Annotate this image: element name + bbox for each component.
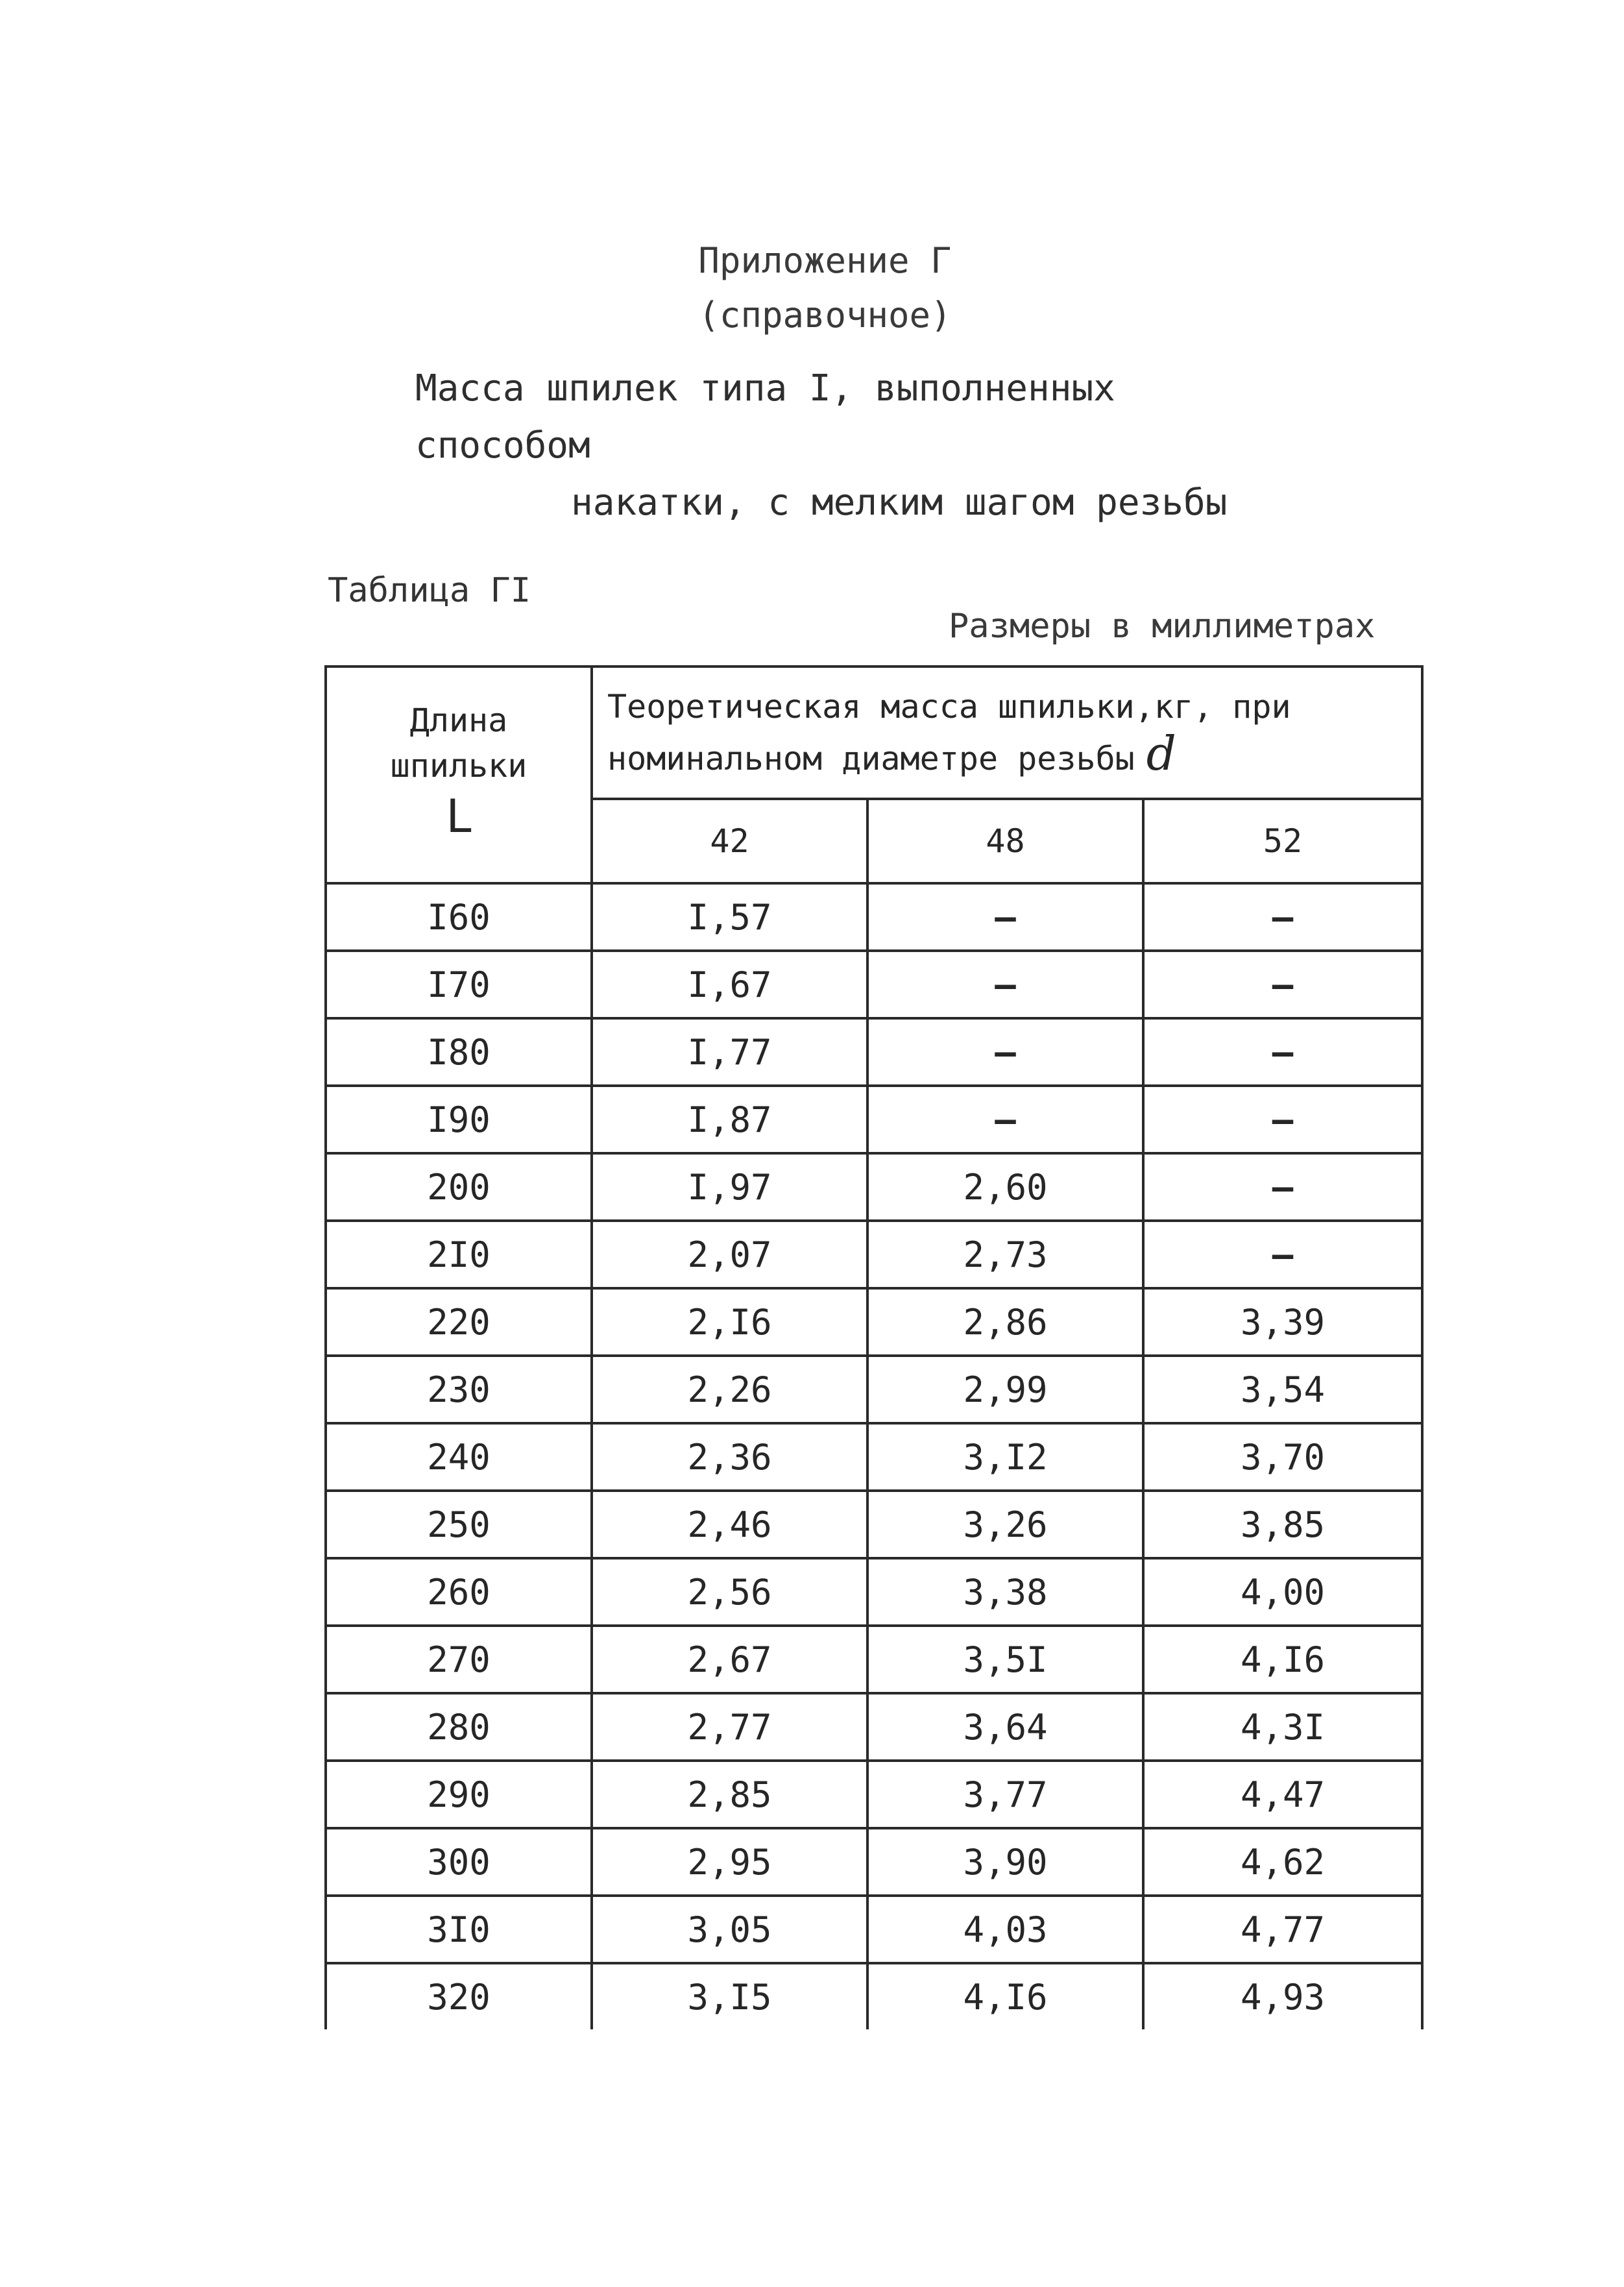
mass-cell-d42: 2,56 xyxy=(592,1558,867,1626)
mass-cell-d42: I,97 xyxy=(592,1153,867,1221)
mass-cell-d48: – xyxy=(867,883,1143,951)
length-cell: 220 xyxy=(326,1288,592,1356)
mass-cell-d42: 3,I5 xyxy=(592,1963,867,2029)
mass-cell-d52: – xyxy=(1143,951,1422,1018)
diameter-symbol: d xyxy=(1146,726,1176,781)
mass-cell-d42: 2,07 xyxy=(592,1221,867,1288)
length-cell: 250 xyxy=(326,1491,592,1558)
table-row xyxy=(326,1761,1422,1828)
mass-cell-d48: 4,I6 xyxy=(867,1963,1143,2029)
mass-cell-d52: – xyxy=(1143,1221,1422,1288)
mass-cell-d42: 2,85 xyxy=(592,1761,867,1828)
length-cell: 230 xyxy=(326,1356,592,1423)
length-cell: I60 xyxy=(326,883,592,951)
mass-cell-d48: 3,26 xyxy=(867,1491,1143,1558)
mass-header-line-2: номинальном диаметре резьбы xyxy=(607,740,1135,777)
table-row xyxy=(326,1828,1422,1896)
length-symbol: L xyxy=(446,790,472,843)
length-cell: 260 xyxy=(326,1558,592,1626)
mass-cell-d52: 4,I6 xyxy=(1143,1626,1422,1693)
mass-cell-d48: 3,38 xyxy=(867,1558,1143,1626)
mass-cell-d42: 2,77 xyxy=(592,1693,867,1761)
mass-cell-d48: 2,99 xyxy=(867,1356,1143,1423)
table-row xyxy=(326,1491,1422,1558)
length-cell: 270 xyxy=(326,1626,592,1693)
length-cell: 3I0 xyxy=(326,1896,592,1963)
mass-cell-d42: 2,I6 xyxy=(592,1288,867,1356)
length-cell: 320 xyxy=(326,1963,592,2029)
document-title xyxy=(415,360,1272,532)
mass-cell-d42: 2,46 xyxy=(592,1491,867,1558)
table-row xyxy=(326,1963,1422,2029)
mass-table xyxy=(324,665,1424,2029)
length-header xyxy=(326,667,592,883)
mass-cell-d52: 3,54 xyxy=(1143,1356,1422,1423)
mass-cell-d52: 3,85 xyxy=(1143,1491,1422,1558)
mass-cell-d42: 2,67 xyxy=(592,1626,867,1693)
mass-cell-d48: 2,86 xyxy=(867,1288,1143,1356)
mass-cell-d48: 3,90 xyxy=(867,1828,1143,1896)
table-row xyxy=(326,1153,1422,1221)
length-cell: 2I0 xyxy=(326,1221,592,1288)
table-row xyxy=(326,1558,1422,1626)
appendix-heading xyxy=(0,234,1624,343)
mass-cell-d42: 2,36 xyxy=(592,1423,867,1491)
mass-cell-d48: – xyxy=(867,951,1143,1018)
mass-cell-d42: 3,05 xyxy=(592,1896,867,1963)
mass-cell-d42: 2,95 xyxy=(592,1828,867,1896)
diameter-header-48: 48 xyxy=(867,799,1143,883)
table-body xyxy=(326,883,1422,2029)
length-cell: I80 xyxy=(326,1018,592,1086)
table-row xyxy=(326,1896,1422,1963)
mass-cell-d52: 4,77 xyxy=(1143,1896,1422,1963)
table-row xyxy=(326,1288,1422,1356)
mass-cell-d52: 4,93 xyxy=(1143,1963,1422,2029)
table-row xyxy=(326,1693,1422,1761)
units-note: Размеры в миллиметрах xyxy=(949,607,1376,646)
length-header-line-1: Длина xyxy=(409,702,508,739)
table-row xyxy=(326,1221,1422,1288)
mass-cell-d52: 4,00 xyxy=(1143,1558,1422,1626)
mass-cell-d52: – xyxy=(1143,1086,1422,1153)
mass-cell-d48: 3,I2 xyxy=(867,1423,1143,1491)
mass-cell-d48: 3,77 xyxy=(867,1761,1143,1828)
mass-cell-d48: 2,73 xyxy=(867,1221,1143,1288)
length-cell: 300 xyxy=(326,1828,592,1896)
length-cell: 240 xyxy=(326,1423,592,1491)
title-line-2: накатки, с мелким шагом резьбы xyxy=(571,482,1228,524)
table-row xyxy=(326,1423,1422,1491)
table-row xyxy=(326,1626,1422,1693)
table-row xyxy=(326,951,1422,1018)
mass-cell-d42: I,67 xyxy=(592,951,867,1018)
mass-cell-d48: 2,60 xyxy=(867,1153,1143,1221)
mass-cell-d52: – xyxy=(1143,883,1422,951)
mass-cell-d52: 4,47 xyxy=(1143,1761,1422,1828)
diameter-header-52: 52 xyxy=(1143,799,1422,883)
mass-cell-d52: – xyxy=(1143,1153,1422,1221)
length-cell: 200 xyxy=(326,1153,592,1221)
appendix-label: Приложение Г xyxy=(698,240,952,281)
mass-cell-d42: I,77 xyxy=(592,1018,867,1086)
length-cell: I90 xyxy=(326,1086,592,1153)
length-cell: 290 xyxy=(326,1761,592,1828)
mass-cell-d48: – xyxy=(867,1086,1143,1153)
mass-cell-d52: 3,39 xyxy=(1143,1288,1422,1356)
mass-cell-d52: 4,3I xyxy=(1143,1693,1422,1761)
mass-cell-d48: – xyxy=(867,1018,1143,1086)
mass-cell-d52: 3,70 xyxy=(1143,1423,1422,1491)
length-cell: 280 xyxy=(326,1693,592,1761)
appendix-type: (справочное) xyxy=(698,295,952,336)
mass-cell-d48: 3,5I xyxy=(867,1626,1143,1693)
table-row xyxy=(326,1018,1422,1086)
mass-cell-d48: 4,03 xyxy=(867,1896,1143,1963)
table-row xyxy=(326,1086,1422,1153)
mass-cell-d52: 4,62 xyxy=(1143,1828,1422,1896)
mass-header xyxy=(592,667,1422,799)
mass-cell-d42: 2,26 xyxy=(592,1356,867,1423)
mass-cell-d52: – xyxy=(1143,1018,1422,1086)
mass-cell-d42: I,87 xyxy=(592,1086,867,1153)
length-header-line-2: шпильки xyxy=(390,747,527,785)
table-caption: Таблица ГI xyxy=(328,571,531,610)
mass-cell-d42: I,57 xyxy=(592,883,867,951)
title-line-1: Масса шпилек типа I, выполненных способом xyxy=(415,367,1115,467)
table-row xyxy=(326,883,1422,951)
length-cell: I70 xyxy=(326,951,592,1018)
diameter-header-42: 42 xyxy=(592,799,867,883)
mass-cell-d48: 3,64 xyxy=(867,1693,1143,1761)
table-row xyxy=(326,1356,1422,1423)
mass-header-line-1: Теоретическая масса шпильки,кг, при xyxy=(607,688,1291,726)
